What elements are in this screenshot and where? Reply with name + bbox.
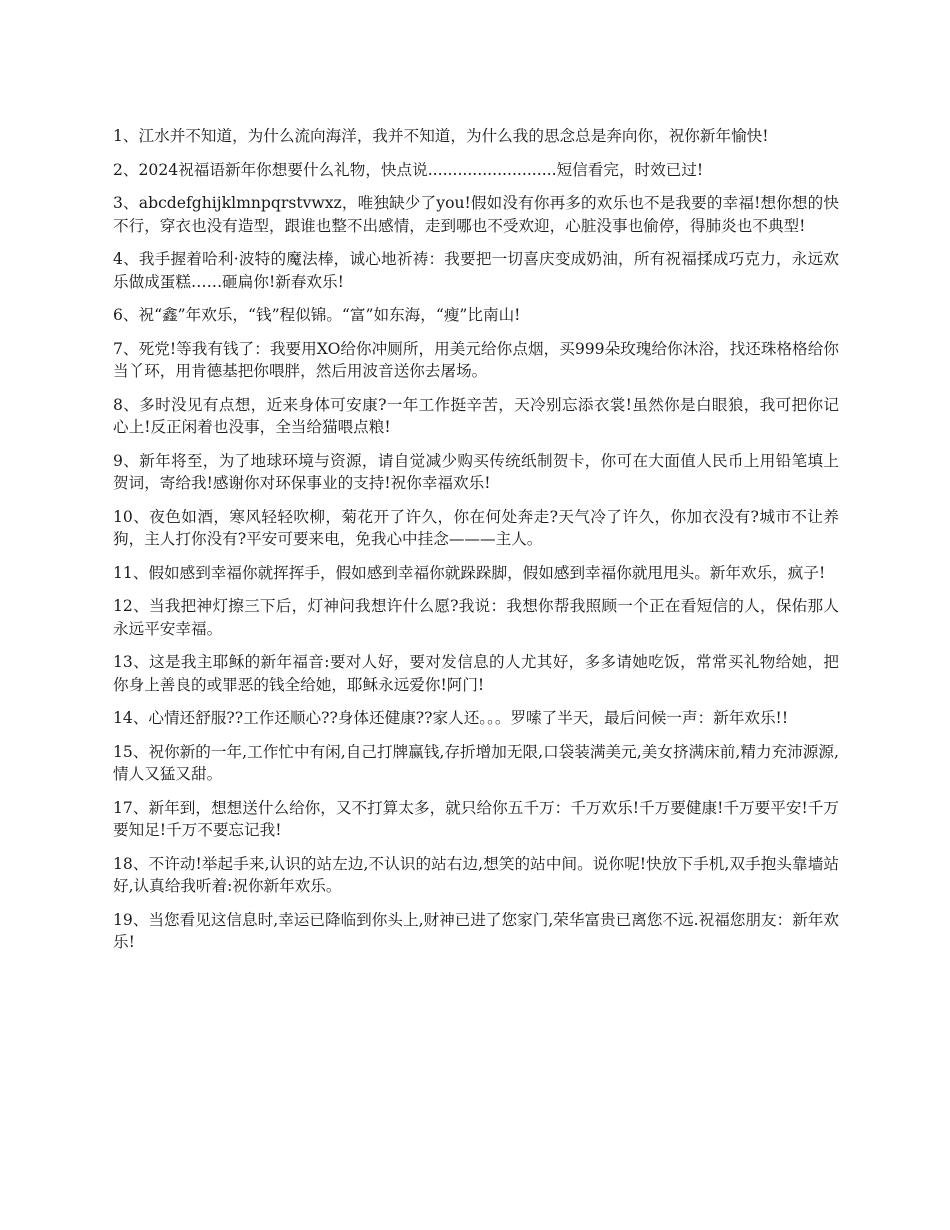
paragraph-3: 3、abcdefghijklmnpqrstvwxz，唯独缺少了you!假如没有你再多的欢乐也不是我要的幸福!想你想的快不行，穿衣也没有造型，跟谁也整不出感情，走到哪也不受欢迎，心脏没事也偷停，得肺炎也不典型! <box>113 194 839 235</box>
paragraph-11: 11、假如感到幸福你就挥挥手，假如感到幸福你就跺跺脚，假如感到幸福你就甩甩头。新年欢乐，疯子! <box>113 563 826 582</box>
paragraph-6: 6、祝“鑫”年欢乐，“钱”程似锦。“富”如东海，“瘦”比南山! <box>113 306 521 324</box>
paragraph-4: 4、我手握着哈利·波特的魔法棒，诚心地祈祷：我要把一切喜庆变成奶油，所有祝福揉成巧克力，永远欢乐做成蛋糕……砸扁你!新春欢乐! <box>113 250 839 291</box>
paragraph-9: 9、新年将至，为了地球环境与资源，请自觉减少购买传统纸制贺卡，你可在大面值人民币上用铅笔填上贺词，寄给我!感谢你对环保事业的支持!祝你幸福欢乐! <box>113 451 839 492</box>
paragraph-14: 14、心情还舒服??工作还顺心??身体还健康??家人还。。。罗嗦了半天，最后问候一声：新年欢乐!! <box>113 709 789 727</box>
paragraph-15: 15、祝你新的一年,工作忙中有闲,自己打牌赢钱,存折增加无限,口袋装满美元,美女挤满床前,精力充沛源源,情人又猛又甜。 <box>113 742 839 783</box>
paragraph-8: 8、多时没见有点想，近来身体可安康?一年工作挺辛苦，天冷别忘添衣裳!虽然你是白眼狼，我可把你记心上!反正闲着也没事，全当给猫喂点粮! <box>113 395 839 436</box>
paragraph-2: 2、2024祝福语新年你想要什么礼物，快点说..........................短信看完，时效已过! <box>113 160 704 179</box>
paragraph-13: 13、这是我主耶稣的新年福音:要对人好，要对发信息的人尤其好，多多请她吃饭，常常买礼物给她，把你身上善良的或罪恶的钱全给她，耶稣永远爱你!阿门! <box>113 653 839 694</box>
paragraph-18: 18、不许动!举起手来,认识的站左边,不认识的站右边,想笑的站中间。说你呢!快放下手机,双手抱头靠墙站好,认真给我听着:祝你新年欢乐。 <box>113 854 839 895</box>
paragraph-19: 19、当您看见这信息时,幸运已降临到你头上,财神已进了您家门,荣华富贵已离您不远.祝福您朋友：新年欢乐! <box>113 910 839 951</box>
document-body <box>113 125 839 965</box>
paragraph-10: 10、夜色如酒，寒风轻轻吹柳，菊花开了许久，你在何处奔走?天气冷了许久，你加衣没有?城市不让养狗，主人打你没有?平安可要来电，免我心中挂念———主人。 <box>113 507 839 548</box>
paragraph-1: 1、江水并不知道，为什么流向海洋，我并不知道，为什么我的思念总是奔向你，祝你新年愉快! <box>113 127 769 145</box>
paragraph-7: 7、死党!等我有钱了：我要用XO给你冲厕所，用美元给你点烟，买999朵玫瑰给你沐浴，找还珠格格给你当丫环，用肯德基把你喂胖，然后用波音送你去屠场。 <box>113 339 839 380</box>
paragraph-17: 17、新年到，想想送什么给你，又不打算太多，就只给你五千万：千万欢乐!千万要健康!千万要平安!千万要知足!千万不要忘记我! <box>113 798 839 839</box>
paragraph-12: 12、当我把神灯擦三下后，灯神问我想许什么愿?我说：我想你帮我照顾一个正在看短信的人，保佑那人永远平安幸福。 <box>113 597 839 638</box>
